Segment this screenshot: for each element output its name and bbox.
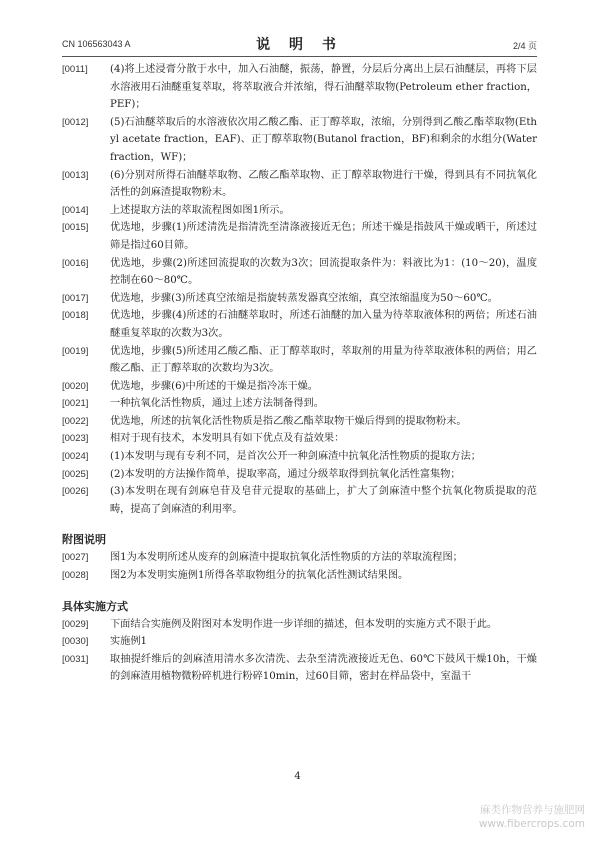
paragraph-number: [0017] <box>62 292 89 304</box>
paragraph-text: (5)石油醚萃取后的水溶液依次用乙酸乙酯、正丁醇萃取，浓缩，分别得到乙酸乙酯萃取物(Ethyl acetate fraction，EAF)、正丁醇萃取物(Butanol fraction，BF)和剩余的水组分(Water fraction，WF)； <box>110 116 537 163</box>
paragraph-number: [0026] <box>62 486 89 498</box>
paragraph <box>62 61 537 114</box>
paragraph-text: 优选地，步骤(5)所述用乙酸乙酯、正丁醇萃取时，萃取剂的用量为待萃取液体积的两倍；用乙酸乙酯、正丁醇萃取的次数均为3次。 <box>110 345 537 375</box>
paragraph-number: [0031] <box>62 653 89 665</box>
paragraph <box>62 413 537 431</box>
paragraph-text: (3)本发明在现有剑麻皂苷及皂苷元提取的基础上，扩大了剑麻渣中整个抗氧化物质提取的范畴，提高了剑麻渣的利用率。 <box>110 486 537 515</box>
paragraph <box>62 219 537 254</box>
paragraph-text: 相对于现有技术，本发明具有如下优点及有益效果： <box>110 433 345 445</box>
paragraph-group-figures <box>62 549 537 584</box>
paragraph-number: [0020] <box>62 380 89 392</box>
paragraph-number: [0030] <box>62 636 89 648</box>
paragraph <box>62 616 537 634</box>
paragraph-number: [0015] <box>62 222 89 234</box>
header-divider <box>62 56 537 57</box>
paragraph-number: [0021] <box>62 398 89 410</box>
paragraph <box>62 651 537 686</box>
section-heading-figures: 附图说明 <box>62 534 106 547</box>
page-header <box>62 34 537 54</box>
paragraph <box>62 255 537 290</box>
paragraph-text: 优选地，步骤(4)所述的石油醚萃取时，所述石油醚的加入量为待萃取液体积的两倍；所述石油醚重复萃取的次数为3次。 <box>110 310 537 339</box>
paragraph-text: 实施例1 <box>110 636 148 648</box>
document-body <box>62 61 537 686</box>
paragraph-text: 取抽提纤维后的剑麻渣用清水多次清洗、去杂至清洗液接近无色、60℃下鼓风干燥10h，干燥的剑麻渣用植物微粉碎机进行粉碎10min，过60目筛，密封在样品袋中，室温干 <box>110 653 537 683</box>
paragraph-number: [0025] <box>62 468 89 480</box>
watermark-url: www.fibercrops.com <box>478 818 585 830</box>
paragraph-text: (4)将上述浸膏分散于水中，加入石油醚，振荡，静置，分层后分离出上层石油醚层，再将下层水溶液用石油醚重复萃取，将萃取液合并浓缩，得石油醚萃取物(Petroleum ether fraction，PEF)； <box>110 64 537 111</box>
watermark-line: 麻类作物营养与施肥网 <box>480 804 585 816</box>
paragraph-text: 优选地，步骤(3)所述真空浓缩是指旋转蒸发器真空浓缩，真空浓缩温度为50～60℃。 <box>110 292 498 304</box>
paragraph-text: 一种抗氧化活性物质，通过上述方法制备得到。 <box>110 398 324 410</box>
page-indicator: 2/4 页 <box>512 41 537 51</box>
paragraph <box>62 633 537 651</box>
paragraph-number: [0016] <box>62 257 89 269</box>
paragraph <box>62 290 537 308</box>
paragraph <box>62 483 537 518</box>
section-heading-embodiments: 具体实施方式 <box>62 600 128 613</box>
paragraph <box>62 307 537 342</box>
paragraph <box>62 378 537 396</box>
paragraph-text: 图2为本发明实施例1所得各萃取物组分的抗氧化活性测试结果图。 <box>110 570 409 582</box>
paragraph <box>62 567 537 585</box>
paragraph-number: [0027] <box>62 552 89 564</box>
paragraph <box>62 430 537 448</box>
paragraph-text: (6)分别对所得石油醚萃取物、乙酸乙酯萃取物、正丁醇萃取物进行干燥，得到具有不同抗氧化活性的剑麻渣提取物粉末。 <box>110 169 537 199</box>
paragraph-number: [0012] <box>62 116 89 128</box>
paragraph-text: 优选地，所述的抗氧化活性物质是指乙酸乙酯萃取物干燥后得到的提取物粉末。 <box>110 415 467 427</box>
paragraph-text: 优选地，步骤(1)所述清洗是指清洗至清涤液接近无色；所述干燥是指鼓风干燥或晒干，所述过筛是指过60目筛。 <box>110 222 537 251</box>
paragraph <box>62 395 537 413</box>
paragraph-number: [0022] <box>62 415 89 427</box>
paragraph <box>62 167 537 202</box>
paragraph <box>62 202 537 220</box>
paragraph <box>62 448 537 466</box>
paragraph-number: [0011] <box>62 64 88 75</box>
paragraph-text: 上述提取方法的萃取流程图如图1所示。 <box>110 204 290 216</box>
paragraph-number: [0029] <box>62 618 89 630</box>
paragraph-number: [0014] <box>62 204 89 216</box>
paragraph-text: 优选地，步骤(6)中所述的干燥是指冷冻干燥。 <box>110 380 318 392</box>
paragraph-text: (2)本发明的方法操作简单，提取率高，通过分级萃取得到抗氧化活性富集物； <box>110 468 461 480</box>
publication-number: CN 106563043 A <box>62 39 131 49</box>
paragraph-text: 图1为本发明所述从废弃的剑麻渣中提取抗氧化活性物质的方法的萃取流程图； <box>110 552 463 564</box>
paragraph-number: [0024] <box>62 451 89 463</box>
paragraph <box>62 466 537 484</box>
paragraph-number: [0023] <box>62 433 89 445</box>
paragraph-number: [0028] <box>62 570 89 582</box>
paragraph-number: [0018] <box>62 310 89 322</box>
paragraph-text: 下面结合实施例及附图对本发明作进一步详细的描述，但本发明的实施方式不限于此。 <box>110 618 498 630</box>
paragraph-text: (1)本发明与现有专利不同，是首次公开一种剑麻渣中抗氧化活性物质的提取方法； <box>110 451 481 463</box>
watermark <box>479 803 585 831</box>
page-number: 4 <box>294 771 301 782</box>
paragraph-group-embodiments <box>62 616 537 686</box>
paragraph-number: [0013] <box>62 169 89 181</box>
spacer <box>62 518 537 531</box>
document-type-title: 说 明 书 <box>256 37 343 53</box>
paragraph <box>62 549 537 567</box>
paragraph <box>62 343 537 378</box>
spacer <box>62 585 537 598</box>
paragraph-text: 优选地，步骤(2)所述回流提取的次数为3次；回流提取条件为：料液比为1：(10～20)，温度控制在60～80℃。 <box>110 257 537 287</box>
paragraph <box>62 114 537 167</box>
paragraph-number: [0019] <box>62 345 89 357</box>
paragraph-group-summary <box>62 61 537 518</box>
